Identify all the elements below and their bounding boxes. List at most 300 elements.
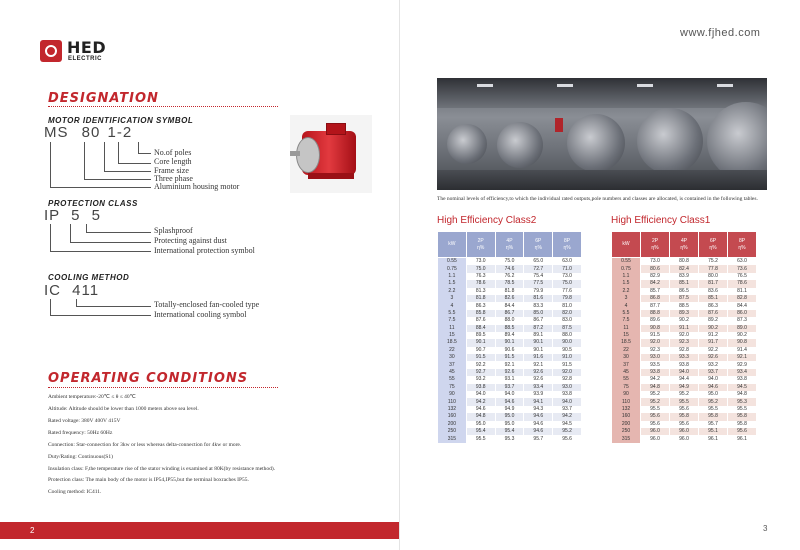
class1-cell: 88.8	[641, 310, 670, 317]
class1-cell: 3	[612, 295, 641, 302]
motor-id-code-b: 80	[81, 124, 101, 141]
class1-cell: 87.6	[699, 310, 728, 317]
class1-cell: 91.1	[670, 325, 699, 332]
class1-row	[612, 354, 757, 361]
class2-cell: 93.8	[466, 384, 495, 391]
class2-cell: 94.2	[553, 413, 582, 420]
class2-row	[438, 332, 582, 339]
class2-cell: 93.4	[524, 384, 553, 391]
class2-cell: 82.0	[553, 310, 582, 317]
class1-cell: 92.6	[699, 354, 728, 361]
class2-cell: 92.1	[524, 361, 553, 368]
class2-row	[438, 435, 582, 442]
class1-row	[612, 391, 757, 398]
class1-cell: 94.4	[670, 376, 699, 383]
class2-row	[438, 295, 582, 302]
class2-cell: 83.0	[553, 317, 582, 324]
class2-cell: 1.5	[438, 280, 467, 287]
class1-cell: 93.4	[728, 369, 757, 376]
page-spread-divider	[399, 0, 400, 550]
class1-row	[612, 347, 757, 354]
class1-cell: 90.2	[699, 325, 728, 332]
class2-cell: 79.8	[553, 295, 582, 302]
class1-cell: 91.4	[728, 347, 757, 354]
class1-cell: 95.6	[641, 421, 670, 428]
class2-cell: 95.3	[495, 435, 524, 442]
class2-cell: 1.1	[438, 273, 467, 280]
class1-cell: 93.3	[670, 354, 699, 361]
class2-cell: 85.8	[466, 310, 495, 317]
class2-cell: 94.9	[495, 406, 524, 413]
class2-cell: 95.4	[495, 428, 524, 435]
class1-row	[612, 273, 757, 280]
class1-cell: 96.0	[670, 428, 699, 435]
class2-cell: 30	[438, 354, 467, 361]
class1-cell: 4	[612, 302, 641, 309]
class1-cell: 63.0	[728, 258, 757, 266]
class1-cell: 1.1	[612, 273, 641, 280]
class1-cell: 95.0	[699, 391, 728, 398]
class2-cell: 91.5	[466, 354, 495, 361]
class2-cell: 75.0	[466, 265, 495, 272]
class1-cell: 94.0	[699, 376, 728, 383]
machine-motor	[447, 124, 487, 164]
class1-cell: 96.1	[728, 435, 757, 442]
class2-cell: 93.7	[495, 384, 524, 391]
class2-row	[438, 302, 582, 309]
class2-header-row	[438, 232, 582, 258]
class1-cell: 95.8	[670, 413, 699, 420]
class2-cell: 5.5	[438, 310, 467, 317]
protection-code	[44, 207, 101, 224]
class2-row	[438, 325, 582, 332]
protection-label-dust: Protecting against dust	[154, 236, 227, 245]
class2-cell: 81.0	[553, 302, 582, 309]
class1-cell: 315	[612, 435, 641, 442]
class2-cell: 90.5	[553, 347, 582, 354]
class2-cell: 90.1	[524, 347, 553, 354]
class2-row	[438, 406, 582, 413]
class2-cell: 94.0	[495, 391, 524, 398]
class2-row	[438, 317, 582, 324]
class1-cell: 95.5	[670, 398, 699, 405]
class1-cell: 90.2	[670, 317, 699, 324]
machine-motor	[497, 122, 543, 168]
class2-row	[438, 421, 582, 428]
class1-cell: 96.0	[670, 435, 699, 442]
class2-cell: 92.6	[495, 369, 524, 376]
motor-photo	[290, 115, 372, 193]
factory-light	[557, 84, 573, 87]
class2-cell: 45	[438, 369, 467, 376]
class2-cell: 93.2	[466, 376, 495, 383]
class1-header-cell: 2P η%	[641, 232, 670, 258]
class1-cell: 93.5	[641, 361, 670, 368]
cooling-code-b: 411	[72, 282, 100, 299]
class1-cell: 95.8	[699, 413, 728, 420]
class2-cell: 200	[438, 421, 467, 428]
class1-cell: 1.5	[612, 280, 641, 287]
class1-cell: 85.1	[670, 280, 699, 287]
class2-cell: 63.0	[553, 258, 582, 266]
class1-row	[612, 332, 757, 339]
class1-cell: 95.1	[699, 428, 728, 435]
motor-id-code	[44, 124, 132, 141]
class1-cell: 95.6	[670, 421, 699, 428]
class1-cell: 92.0	[670, 332, 699, 339]
class2-cell: 94.2	[466, 398, 495, 405]
class2-row	[438, 391, 582, 398]
brand-logo[interactable]	[40, 38, 180, 68]
class2-cell: 94.1	[524, 398, 553, 405]
class2-cell: 315	[438, 435, 467, 442]
class2-cell: 2.2	[438, 288, 467, 295]
class1-cell: 92.0	[641, 339, 670, 346]
motor-id-code-c: 1-2	[107, 124, 133, 141]
class1-header-cell: 6P η%	[699, 232, 728, 258]
class1-cell: 89.3	[670, 310, 699, 317]
class2-row	[438, 428, 582, 435]
designation-title: DESIGNATION	[48, 91, 159, 106]
logo-icon	[40, 40, 62, 62]
class2-cell: 92.6	[524, 376, 553, 383]
class1-cell: 95.3	[728, 398, 757, 405]
class1-cell: 92.3	[641, 347, 670, 354]
class2-cell: 93.9	[524, 391, 553, 398]
class2-cell: 250	[438, 428, 467, 435]
class2-cell: 89.4	[495, 332, 524, 339]
factory-floor	[437, 170, 767, 190]
machine-motor	[637, 108, 703, 174]
class2-row	[438, 361, 582, 368]
class2-cell: 95.2	[553, 428, 582, 435]
class2-row	[438, 413, 582, 420]
class2-cell: 132	[438, 406, 467, 413]
machine-motor	[707, 102, 767, 180]
class1-row	[612, 288, 757, 295]
class2-cell: 88.5	[495, 325, 524, 332]
class1-row	[612, 384, 757, 391]
class1-cell: 94.0	[670, 369, 699, 376]
class1-row	[612, 406, 757, 413]
class2-cell: 18.5	[438, 339, 467, 346]
class1-cell: 92.3	[670, 339, 699, 346]
class2-header-cell: kW	[438, 232, 467, 258]
cooling-code	[44, 282, 99, 299]
class1-row	[612, 280, 757, 287]
class2-row	[438, 398, 582, 405]
class1-row	[612, 325, 757, 332]
class1-cell: 89.2	[699, 317, 728, 324]
class2-cell: 81.8	[466, 295, 495, 302]
class2-cell: 95.7	[524, 435, 553, 442]
class1-cell: 83.6	[699, 288, 728, 295]
class1-cell: 78.6	[728, 280, 757, 287]
class2-row	[438, 310, 582, 317]
class1-cell: 11	[612, 325, 641, 332]
class1-cell: 82.8	[728, 295, 757, 302]
class2-cell: 75	[438, 384, 467, 391]
factory-roof	[437, 78, 767, 108]
class2-cell: 94.6	[524, 421, 553, 428]
class1-cell: 96.1	[699, 435, 728, 442]
class1-cell: 94.2	[641, 376, 670, 383]
left-page-number: 2	[30, 526, 35, 535]
operating-title: OPERATING CONDITIONS	[48, 371, 249, 386]
class2-cell: 78.5	[495, 280, 524, 287]
class2-row	[438, 376, 582, 383]
class2-cell: 94.5	[553, 421, 582, 428]
class1-cell: 82.4	[670, 265, 699, 272]
class2-cell: 75.0	[495, 258, 524, 266]
class2-cell: 76.2	[495, 273, 524, 280]
class1-cell: 92.1	[728, 354, 757, 361]
cooling-label-tefc: Totally-enclosed fan-cooled type	[154, 300, 260, 309]
class1-row	[612, 295, 757, 302]
class1-cell: 73.6	[728, 265, 757, 272]
class2-cell: 84.4	[495, 302, 524, 309]
class1-cell: 96.0	[641, 435, 670, 442]
motor-label-housing: Aluminium housing motor	[154, 182, 240, 191]
protection-bracket-3	[86, 224, 151, 233]
class2-cell: 82.6	[495, 295, 524, 302]
class2-cell: 7.5	[438, 317, 467, 324]
class2-header-cell: 2P η%	[466, 232, 495, 258]
class2-cell: 88.0	[495, 317, 524, 324]
motor-label-core: Core length	[154, 157, 192, 166]
class1-cell: 160	[612, 413, 641, 420]
class1-cell: 80.0	[699, 273, 728, 280]
factory-light	[477, 84, 493, 87]
motor-label-frame: Frame size	[154, 166, 189, 175]
class2-cell: 92.1	[495, 361, 524, 368]
class1-cell: 94.5	[728, 384, 757, 391]
class2-cell: 95.4	[466, 428, 495, 435]
class2-cell: 95.0	[495, 421, 524, 428]
motor-id-heading: MOTOR IDENTIFICATION SYMBOL	[48, 116, 194, 125]
class2-cell: 95.6	[553, 435, 582, 442]
class1-cell: 95.5	[641, 406, 670, 413]
cooling-heading: COOLING METHOD	[48, 273, 130, 282]
class2-cell: 71.0	[553, 265, 582, 272]
class2-cell: 92.7	[466, 369, 495, 376]
class2-cell: 11	[438, 325, 467, 332]
class1-cell: 82.9	[641, 273, 670, 280]
class1-cell: 91.5	[641, 332, 670, 339]
class2-cell: 89.5	[466, 332, 495, 339]
class1-cell: 90	[612, 391, 641, 398]
class1-cell: 93.0	[641, 354, 670, 361]
class2-header-cell: 4P η%	[495, 232, 524, 258]
class1-cell: 86.5	[670, 288, 699, 295]
class2-cell: 91.0	[553, 354, 582, 361]
class2-cell: 79.9	[524, 288, 553, 295]
class1-cell: 85.1	[699, 295, 728, 302]
class1-cell: 92.9	[728, 361, 757, 368]
motor-id-bracket-5	[138, 142, 151, 154]
oc-voltage: Rated voltage: 380V 400V 415V	[48, 418, 121, 424]
class1-row	[612, 369, 757, 376]
machine-motor	[567, 114, 625, 172]
class1-cell: 95.2	[670, 391, 699, 398]
class1-table	[611, 231, 757, 443]
class1-cell: 5.5	[612, 310, 641, 317]
protection-label-splash: Splashproof	[154, 226, 193, 235]
class1-cell: 86.3	[699, 302, 728, 309]
oc-duty: Duty/Rating: Continuous(S1)	[48, 454, 113, 460]
class2-cell: 92.2	[466, 361, 495, 368]
class2-row	[438, 354, 582, 361]
class1-cell: 92.8	[670, 347, 699, 354]
class2-cell: 91.5	[495, 354, 524, 361]
class2-cell: 91.5	[553, 361, 582, 368]
class2-cell: 86.7	[495, 310, 524, 317]
class1-cell: 88.5	[670, 302, 699, 309]
oc-cooling: Cooling method: IC411.	[48, 489, 102, 495]
motor-label-phase: Three phase	[154, 174, 193, 183]
class1-cell: 84.2	[641, 280, 670, 287]
class1-cell: 75.2	[699, 258, 728, 266]
class1-row	[612, 317, 757, 324]
class1-cell: 93.2	[699, 361, 728, 368]
motor-terminal-box	[326, 123, 346, 135]
class1-cell: 89.0	[728, 325, 757, 332]
class1-cell: 95.8	[728, 413, 757, 420]
factory-red-accent	[555, 118, 563, 132]
class1-cell: 55	[612, 376, 641, 383]
class1-cell: 110	[612, 398, 641, 405]
class1-cell: 94.8	[641, 384, 670, 391]
class1-cell: 92.2	[699, 347, 728, 354]
class1-cell: 80.8	[670, 258, 699, 266]
class2-row	[438, 273, 582, 280]
class1-cell: 89.6	[641, 317, 670, 324]
class2-header-cell: 6P η%	[524, 232, 553, 258]
class2-cell: 87.5	[553, 325, 582, 332]
class1-cell: 73.0	[641, 258, 670, 266]
class1-cell: 80.6	[641, 265, 670, 272]
class2-cell: 77.6	[553, 288, 582, 295]
operating-rule	[48, 387, 278, 389]
class1-cell: 95.2	[641, 398, 670, 405]
class2-cell: 85.0	[524, 310, 553, 317]
oc-ambient: Ambient temperature:-20℃ ≤ θ ≤ 40℃	[48, 394, 136, 400]
class1-cell: 77.8	[699, 265, 728, 272]
class1-cell: 94.8	[728, 391, 757, 398]
class1-cell: 95.2	[641, 391, 670, 398]
class1-cell: 95.2	[699, 398, 728, 405]
class2-cell: 77.5	[524, 280, 553, 287]
class1-cell: 22	[612, 347, 641, 354]
class2-cell: 87.2	[524, 325, 553, 332]
class1-cell: 95.6	[670, 406, 699, 413]
cooling-label-symbol: International cooling symbol	[154, 310, 247, 319]
class1-cell: 95.6	[728, 428, 757, 435]
class1-header-row	[612, 232, 757, 258]
class2-cell: 93.1	[495, 376, 524, 383]
motor-shaft	[290, 151, 300, 156]
motor-feet	[308, 173, 354, 179]
class1-cell: 96.0	[641, 428, 670, 435]
class1-header-cell: kW	[612, 232, 641, 258]
protection-code-b: 5	[71, 207, 81, 224]
class2-cell: 37	[438, 361, 467, 368]
class2-cell: 95.0	[495, 413, 524, 420]
class2-cell: 95.0	[466, 421, 495, 428]
designation-rule	[48, 106, 278, 108]
efficiency-intro: The nominal levels of efficiency,to which the individual rated outputs,pole numbers and classes are allocated, is contained in the following tables.	[437, 196, 758, 202]
class2-cell: 65.0	[524, 258, 553, 266]
class2-cell: 93.7	[553, 406, 582, 413]
class2-cell: 74.6	[495, 265, 524, 272]
class2-cell: 78.6	[466, 280, 495, 287]
class2-title: High Efficiency Class2	[437, 215, 537, 226]
class2-cell: 90.6	[495, 347, 524, 354]
class1-cell: 90.8	[728, 339, 757, 346]
protection-label-symbol: International protection symbol	[154, 246, 255, 255]
factory-light	[637, 84, 653, 87]
class1-cell: 87.5	[670, 295, 699, 302]
class2-cell: 90.1	[524, 339, 553, 346]
class2-cell: 92.6	[524, 369, 553, 376]
class2-cell: 94.0	[553, 398, 582, 405]
class2-row	[438, 384, 582, 391]
class2-cell: 91.6	[524, 354, 553, 361]
class2-row	[438, 280, 582, 287]
class1-row	[612, 310, 757, 317]
class1-cell: 95.8	[728, 421, 757, 428]
class2-cell: 73.0	[553, 273, 582, 280]
class1-cell: 90.8	[641, 325, 670, 332]
class1-cell: 83.9	[670, 273, 699, 280]
class2-cell: 90.1	[495, 339, 524, 346]
class2-cell: 92.8	[553, 376, 582, 383]
class1-cell: 75	[612, 384, 641, 391]
class1-cell: 2.2	[612, 288, 641, 295]
class2-cell: 83.3	[524, 302, 553, 309]
class2-cell: 88.4	[466, 325, 495, 332]
class1-cell: 81.1	[728, 288, 757, 295]
class2-cell: 72.7	[524, 265, 553, 272]
left-footer-band	[0, 522, 399, 539]
class1-cell: 93.8	[641, 369, 670, 376]
class2-row	[438, 339, 582, 346]
class1-row	[612, 265, 757, 272]
class1-cell: 37	[612, 361, 641, 368]
class1-cell: 95.5	[699, 406, 728, 413]
oc-connection: Connection: Star-connection for 3kw or less whereas delta-connection for 4kw or more.	[48, 442, 242, 448]
class1-cell: 0.55	[612, 258, 641, 266]
class1-cell: 95.5	[728, 406, 757, 413]
class2-cell: 55	[438, 376, 467, 383]
class1-title: High Efficiency Class1	[611, 215, 711, 226]
class1-cell: 94.6	[699, 384, 728, 391]
class1-cell: 15	[612, 332, 641, 339]
class2-cell: 81.8	[495, 288, 524, 295]
class1-row	[612, 376, 757, 383]
class2-row	[438, 347, 582, 354]
oc-protection: Protection class: The main body of the motor is IP54,IP55,but the terminal boxraches IP55.	[48, 477, 249, 483]
class1-cell: 93.8	[670, 361, 699, 368]
class1-cell: 93.7	[699, 369, 728, 376]
class1-cell: 95.6	[641, 413, 670, 420]
website-url[interactable]: www.fjhed.com	[680, 27, 761, 39]
oc-insulation: Insulation class: F,the temperature rise of the stator winding is examined at 80K(by resistance method).	[48, 466, 276, 472]
motor-label-poles: No.of poles	[154, 148, 192, 157]
oc-altitude: Altitude: Altitude should be lower than 1000 meters above sea level.	[48, 406, 199, 412]
class2-cell: 92.0	[553, 369, 582, 376]
class2-cell: 93.8	[553, 391, 582, 398]
